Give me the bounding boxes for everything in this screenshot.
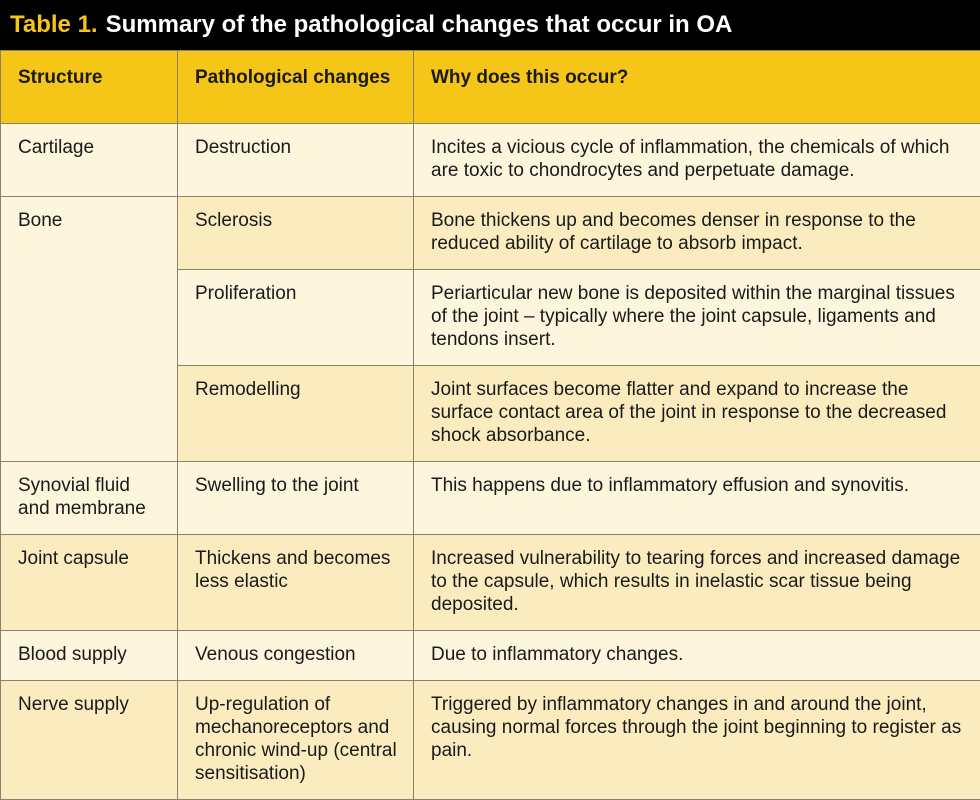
why-cell: Joint surfaces become flatter and expand to increase the surface contact area of the joint in response to the decreased shock absorbance. bbox=[414, 366, 980, 462]
table-row bbox=[1, 631, 980, 681]
structure-cell: Bone bbox=[1, 197, 178, 462]
why-cell: Increased vulnerability to tearing forces and increased damage to the capsule, which results in inelastic scar tissue being deposited. bbox=[414, 535, 980, 631]
change-cell: Thickens and becomes less elastic bbox=[178, 535, 414, 631]
table-row bbox=[1, 535, 980, 631]
table-title bbox=[0, 0, 980, 50]
change-cell: Remodelling bbox=[178, 366, 414, 462]
change-cell: Swelling to the joint bbox=[178, 462, 414, 535]
header-structure: Structure bbox=[1, 51, 178, 124]
header-row bbox=[1, 51, 980, 124]
structure-cell: Joint capsule bbox=[1, 535, 178, 631]
table-row bbox=[1, 197, 980, 270]
why-cell: Due to inflammatory changes. bbox=[414, 631, 980, 681]
header-changes: Pathological changes bbox=[178, 51, 414, 124]
change-cell: Venous congestion bbox=[178, 631, 414, 681]
change-cell: Up-regulation of mechanoreceptors and chronic wind-up (central sensitisation) bbox=[178, 681, 414, 800]
why-cell: Bone thickens up and becomes denser in response to the reduced ability of cartilage to absorb impact. bbox=[414, 197, 980, 270]
table-number: Table 1. bbox=[10, 11, 98, 39]
change-cell: Proliferation bbox=[178, 270, 414, 366]
why-cell: Periarticular new bone is deposited within the marginal tissues of the joint – typically where the joint capsule, ligaments and tendons insert. bbox=[414, 270, 980, 366]
structure-cell: Synovial fluid and membrane bbox=[1, 462, 178, 535]
header-why: Why does this occur? bbox=[414, 51, 980, 124]
change-cell: Destruction bbox=[178, 124, 414, 197]
table-title-text: Summary of the pathological changes that occur in OA bbox=[106, 11, 733, 39]
why-cell: Triggered by inflammatory changes in and around the joint, causing normal forces through the joint beginning to register as pain. bbox=[414, 681, 980, 800]
table-row bbox=[1, 681, 980, 800]
why-cell: Incites a vicious cycle of inflammation, the chemicals of which are toxic to chondrocytes and perpetuate damage. bbox=[414, 124, 980, 197]
table-row bbox=[1, 124, 980, 197]
structure-cell: Cartilage bbox=[1, 124, 178, 197]
pathology-table bbox=[0, 50, 980, 800]
structure-cell: Blood supply bbox=[1, 631, 178, 681]
why-cell: This happens due to inflammatory effusion and synovitis. bbox=[414, 462, 980, 535]
structure-cell: Nerve supply bbox=[1, 681, 178, 800]
change-cell: Sclerosis bbox=[178, 197, 414, 270]
table-row bbox=[1, 462, 980, 535]
